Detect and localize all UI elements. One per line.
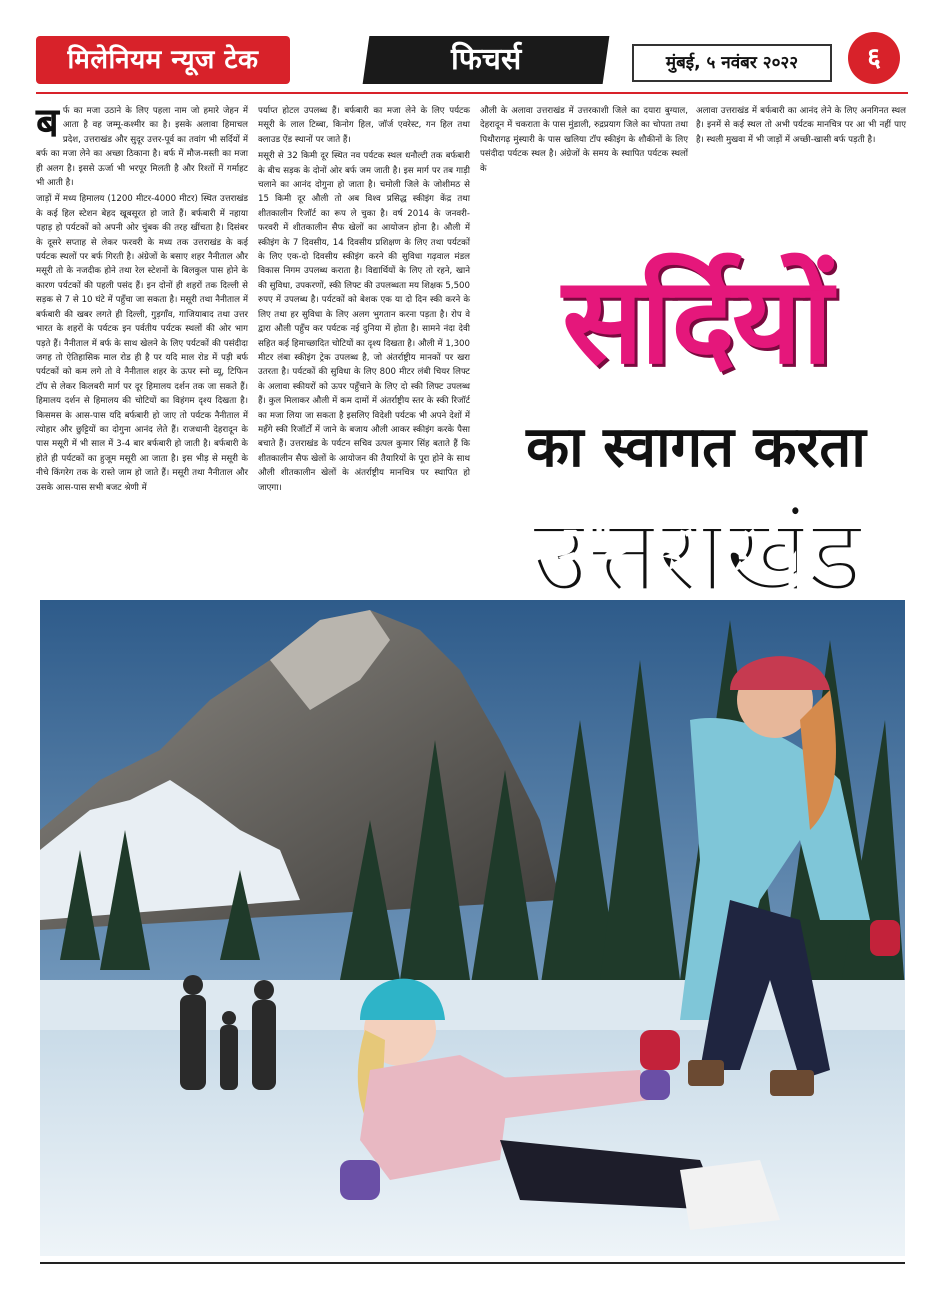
headline-main: सर्दियों <box>562 252 830 391</box>
section-title-text: फिचर्स <box>450 42 522 77</box>
paragraph-text: र्फ का मजा उठाने के लिए पहला नाम जो हमारे जेहन में आता है वह जम्मू-कश्मीर का है। इसके अलावा हिमाचल प्रदेश, उत्तराखंड और सुदूर उत्तर-पूर्व का तवांग भी सर्दियों में बर्फ का मजा लेने का अच्छा ठिकाना है। बर्फ में मौज-मस्ती का मजा ही अलग है। इससे ऊर्जा भी भरपूर मिलती है और रिश्तों में गर्माहट भी आती है। <box>36 106 248 189</box>
drop-cap: ब <box>36 100 59 146</box>
paragraph: अलावा उत्तराखंड में बर्फबारी का आनंद लेने के लिए अनगिनत स्थल है। इनमें से कई स्थल तो अभी पर्यटक मानचित्र पर आ भी नहीं पाए है। स्थली मुखवा में भी जाड़ों में अच्छी-खासी बर्फ पड़ती है। <box>696 106 906 145</box>
issue-date: मुंबई, ५ नवंबर २०२२ <box>632 44 832 82</box>
paragraph: जाड़ों में मध्य हिमालय (1200 मीटर-4000 मीटर) स्थित उत्तराखंड के कई हिल स्टेशन बेहद खूबसूरत हो जाते हैं। बर्फबारी में नहाया पहाड़ हो पर्यटकों को अपनी ओर चुंबक की तरह खींचता है। दिसंबर के दूसरे सप्ताह से लेकर फरवरी के मध्य तक उत्तराखंड के कई पर्यटक स्थलों पर बर्फ गिरती है। अंग्रेजों के बसाए शहर नैनीताल और मसूरी तो के नजदीक होने तथा रेल स्टेशनों के बिलकुल पास होने के कारण पर्यटकों की पहली पसंद हैं। इन दोनों ही शहरों तक दिल्ली से सड़क से 7 से 10 घंटे में पहुँचा जा सकता है। मसूरी तथा नैनीताल में बर्फबारी की खबर लगते ही दिल्ली, गुड़गाँव, गाजियाबाद तथा उत्तर भारत के शहरों के पर्यटक इन पर्वतीय पर्यटक स्थलों की ओर भाग पड़ते हैं। नैनीताल में बर्फ के साथ खेलने के लिए पर्यटकों की पसंदीदा जगह तो ऐतिहासिक माल रोड ही है पर यदि माल रोड में पड़ी बर्फ पर्यटकों को कम लगे तो वे नैनीताल शहर के ऊपर स्नो व्यू, टिफिन टॉप से लेकर किलबरी मार्ग पर दूर हिमालय दर्शन तक जा सकते हैं। हिमालय दर्शन से हिमालय की चोटियों का विहंगम दृश्य दिखता है। किसमस के आस-पास यदि बर्फबारी हो जाए तो पर्यटक नैनीताल में त्योहार और छुट्टियों का दोगुना आनंद लेते हैं। राजधानी देहरादून के पास मसूरी में भी साल में 3-4 बार बर्फबारी हो जाती है। बर्फबारी के होते ही पर्यटकों का हुजूम मसूरी आ जाता है। इस भीड़ से मसूरी के नीचे किंगरेग तक के रास्ते जाम हो जाते हैं। मसूरी तथा नैनीताल और उसके आस-पास सभी बजट श्रेणी में <box>36 194 248 493</box>
photo-illustration <box>40 600 905 1256</box>
article-column-2 <box>258 104 470 596</box>
article-column-4 <box>696 104 906 184</box>
page-header <box>0 0 945 96</box>
winter-skating-photo <box>40 600 905 1256</box>
headline-middle: का स्वागत करता <box>526 415 866 480</box>
headline-bottom: उत्तराखंड <box>531 494 861 616</box>
article-column-1 <box>36 100 248 596</box>
paragraph: पर्याप्त होटल उपलब्ध हैं। बर्फबारी का मजा लेने के लिए पर्यटक मसूरी के लाल टिब्बा, किनोग हिल, जॉर्ज एवरेस्ट, गन हिल तथा क्लाउड ऐंड स्थानों पर जाते हैं। <box>258 106 470 145</box>
paragraph: मसूरी से 32 किमी दूर स्थित नव पर्यटक स्थल धनौल्टी तक बर्फबारी के बीच सड़क के दोनों ओर बर्फ जम जाती है। इस मार्ग पर तब गाड़ी चलाने का आनंद दोगुना हो जाता है। चमोली जिले के जोशीमठ से 15 किमी दूर औली तो अब विश्व प्रसिद्ध स्कीइंग केंद्र तथा शीतकालीन रिजॉर्ट का रूप ले चुका है। वर्ष 2014 के जनवरी-फरवरी में शीतकालीन सैफ खेलों का आयोजन होना है। औली में स्कीइंग के 7 दिवसीय, 14 दिवसीय प्रशिक्षण के लिए तथा पर्यटकों के लिए एक-दो दिवसीय स्कीइंग करने की सुविधा गढ़वाल मंडल विकास निगम उपलब्ध कराता है। विद्यार्थियों के लिए तो रहने, खाने की सुविधा, उपकरणों, स्की लिफ्ट की उपलब्धता मय शिक्षक 5,500 रुपए में उपलब्ध है। पर्यटकों को बेशक एक या दो दिन स्की करने के लिए तथा हर सुविधा के लिए अलग भुगतान करना पड़ता है। रोप वे द्वारा औली पहुँच कर पर्यटक नई दुनिया में होता है। सामने नंदा देवी सहित कई हिमाच्छादित चोटियों का दृश्य दिखता है। औली में 1,300 मीटर लंबा स्कीइंग ट्रेक उपलब्ध है, जो अंतर्राष्ट्रीय मानकों पर खरा उतरता है। पर्यटकों की सुविधा के लिए 800 मीटर लंबी चियर लिफ्ट के अलावा स्कीयरों को ऊपर पहुँचाने के लिए दो स्की लिफ्ट उपलब्ध हैं। कुल मिलाकर औली में कम दामों में अंतर्राष्ट्रीय स्तर के स्की रिजॉर्ट का मजा लिया जा सकता है इसलिए विदेशी पर्यटक भी अपने देशों में महँगे स्की रिजॉर्टों में जाने के बजाय औली आकर स्कीइंग करके पैसा बचाते हैं। उत्तराखंड के पर्यटन सचिव उत्पल कुमार सिंह बताते हैं कि शीतकालीन सैफ खेलों के आयोजन की तैयारियों के पूरा होने के साथ औली शीतकालीन खेलों के अंतर्राष्ट्रीय मानचित्र पर स्थापित हो जाएगा। <box>258 151 470 493</box>
paragraph: औली के अलावा उत्तराखंड में उत्तरकाशी जिले का दयारा बुग्याल, देहरादून में चकराता के पास मुंडाली, रुद्रप्रयाग जिले का चोपता तथा पिथौरागढ़ मुंस्यारी के पास खलिया टॉप स्कीइंग के शौकीनों के लिए पसंदीदा पर्यटक स्थल है। अंग्रेजों के समय के स्थापित पर्यटक स्थलों के <box>480 106 688 174</box>
footer-rule <box>40 1262 905 1264</box>
article-column-3 <box>480 104 688 184</box>
header-rule <box>36 92 908 94</box>
section-title <box>363 36 610 84</box>
paragraph <box>36 100 248 190</box>
page-number: ६ <box>848 32 900 84</box>
publication-name: मिलेनियम न्यूज टेक <box>36 36 290 84</box>
